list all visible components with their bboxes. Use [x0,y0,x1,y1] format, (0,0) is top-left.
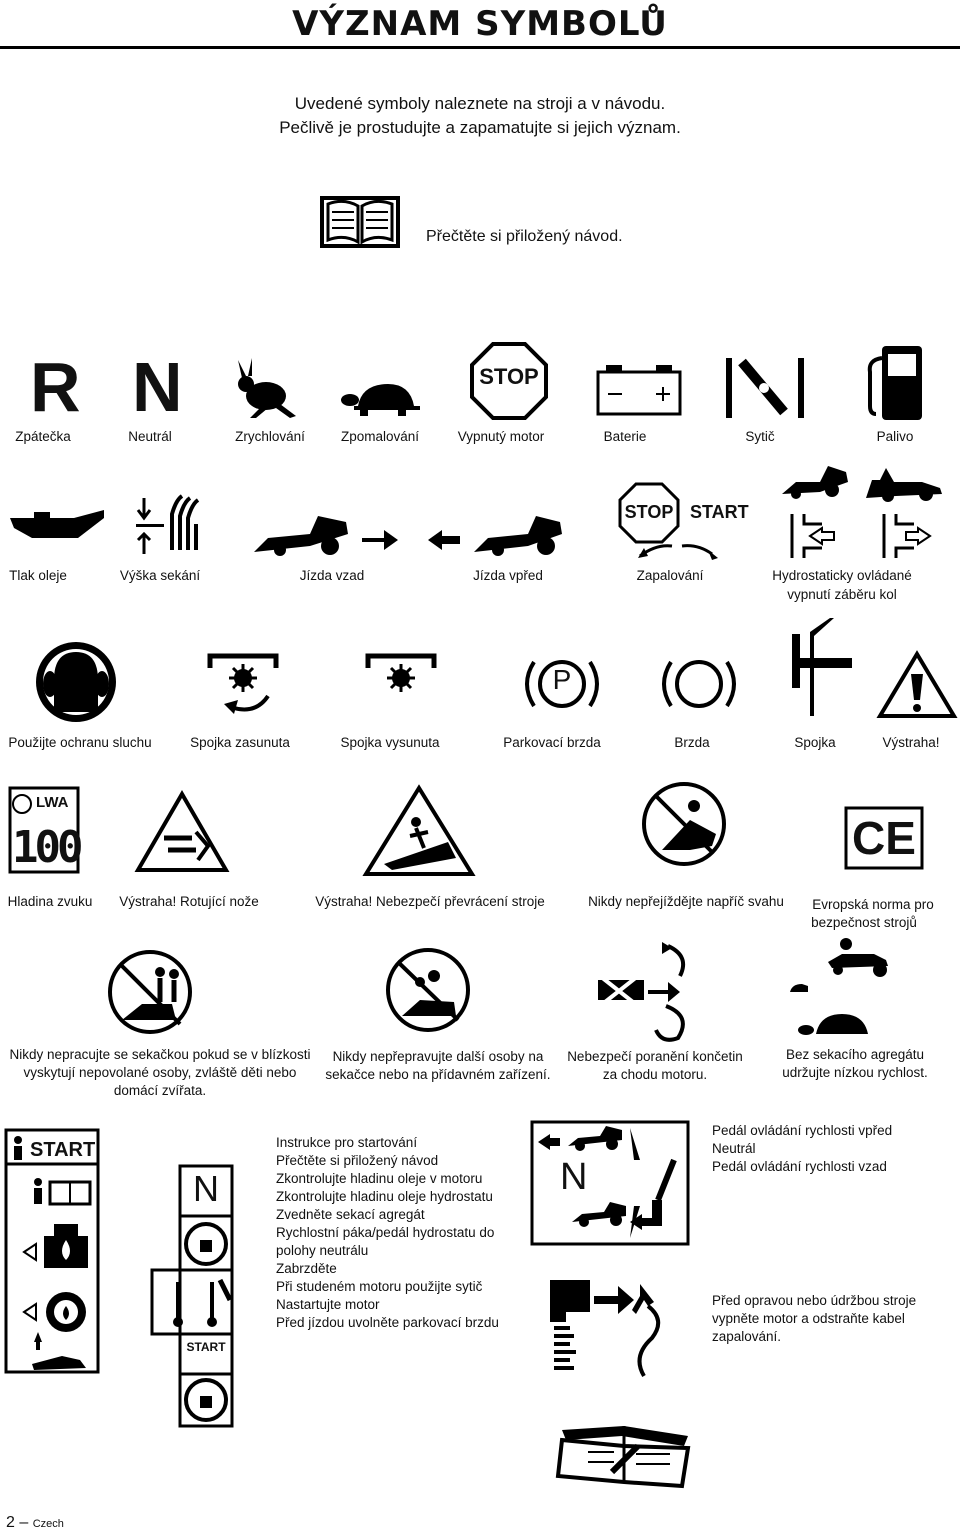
start-step-7: Zabrzděte [276,1261,337,1276]
label-hydrostatic-1: Hydrostaticky ovládané [772,568,912,583]
warning-triangle-icon [878,650,956,718]
rotating-blades-warning-icon [134,790,230,874]
label-drive-forward: Jízda vpřed [473,568,543,583]
service-line-2: vypněte motor a odstraňte kabel [712,1311,905,1326]
label-low-speed-1: Bez sekacího agregátu [785,1047,925,1062]
book-icon [320,194,400,250]
speed-pedal-panel [530,1120,690,1246]
label-drive-reverse: Jízda vzad [299,568,365,583]
pedal-reverse: Pedál ovládání rychlosti vzad [712,1159,887,1174]
label-clutch-engaged: Spojka zasunuta [190,735,290,750]
ear-protection-icon [34,640,118,724]
start-step-6: polohy neutrálu [276,1243,369,1258]
label-battery: Baterie [603,429,647,444]
ignition-stop-label: STOP [624,502,674,522]
label-oil-pressure: Tlak oleje [9,568,67,583]
choke-icon [722,356,806,418]
oil-can-icon [4,504,108,544]
intro-line-2: Pečlivě je prostudujte a zapamatujte si jejich význam. [279,118,681,137]
label-reverse: Zpátečka [15,429,71,444]
label-sound-level: Hladina zvuku [7,894,93,909]
pedal-text [712,1122,952,1176]
start-instructions-panel [4,1128,100,1374]
label-no-bystanders-3: domácí zvířata. [113,1083,207,1098]
limb-injury-icon [596,940,696,1044]
intro-line-1: Uvedené symboly naleznete na stroji a v návodu. [294,94,666,113]
clutch-engaged-icon [206,652,280,714]
no-cross-slope-icon [640,780,728,868]
label-engine-off: Vypnutý motor [457,429,545,444]
no-passengers-icon [380,946,476,1034]
label-neutral: Neutrál [128,429,172,444]
clutch-icon [790,616,854,716]
fuel-pump-icon [862,344,926,420]
ignition-arrows-icon [636,540,720,560]
low-speed-no-deck-icon [788,934,900,1044]
service-text [712,1292,952,1346]
sound-level-value: 100 [12,822,80,873]
start-step-1: Přečtěte si přiložený návod [276,1153,439,1168]
label-no-passengers-1: Nikdy nepřepravujte další osoby na [332,1049,544,1064]
label-brake: Brzda [674,735,710,750]
cutting-height-icon [134,494,202,554]
start-step-9: Nastartujte motor [276,1297,380,1312]
start-instructions-list [276,1134,536,1332]
read-manual-text: Přečtěte si přiložený návod. [426,228,623,245]
start-step-4: Zvedněte sekací agregát [276,1207,425,1222]
service-line-3: zapalování. [712,1329,782,1344]
neutral-icon: N [132,348,183,426]
footer-dash: – [14,1514,33,1531]
page-number: 2 [6,1514,15,1531]
label-no-bystanders-2: vyskytují nepovolané osoby, zvláště děti nebo [23,1065,297,1080]
title-rule [0,46,960,49]
label-rollover: Výstraha! Nebezpečí převrácení stroje [315,894,545,909]
ignition-start-label: START [690,502,749,522]
clutch-disengaged-icon [364,652,438,694]
label-limb-injury-2: za chodu motoru. [602,1067,708,1082]
label-rotating-blades: Výstraha! Rotující nože [119,894,259,909]
label-fuel: Palivo [876,429,914,444]
start-step-10: Před jízdou uvolněte parkovací brzdu [276,1315,499,1330]
start-panel-label: START [30,1139,96,1161]
label-ce-2: bezpečnost strojů [811,915,917,930]
rabbit-icon [232,358,300,420]
label-clutch-disengaged: Spojka vysunuta [340,735,440,750]
label-no-passengers-2: sekačce nebo na přídavném zařízení. [325,1067,551,1082]
page-title: VÝZNAM SYMBOLŮ [292,4,668,44]
service-line-1: Před opravou nebo údržbou stroje [712,1293,917,1308]
rollover-warning-icon [362,784,476,878]
label-warning: Výstraha! [882,735,940,750]
page-footer [6,1514,64,1532]
pedal-neutral: Neutrál [712,1141,756,1156]
drive-reverse-icon [250,506,400,556]
label-parking-brake: Parkovací brzda [503,735,601,750]
start-step-3: Zkontrolujte hladinu oleje hydrostatu [276,1189,493,1204]
hydrostatic-release-icon [776,458,956,568]
sound-level-lwa: LWA [36,794,69,811]
no-bystanders-icon [102,946,198,1038]
label-no-cross-slope: Nikdy nepřejíždějte napříč svahu [588,894,784,909]
ce-mark-text: CE [852,812,916,864]
start-step-2: Zkontrolujte hladinu oleje v motoru [276,1171,483,1186]
service-warning-icon [548,1276,694,1512]
label-limb-injury-1: Nebezpečí poranění končetin [567,1049,743,1064]
label-ce-1: Evropská norma pro [812,897,934,912]
start-step-5: Rychlostní páka/pedál hydrostatu do [276,1225,495,1240]
turtle-icon [340,380,420,420]
label-ear-protection: Použijte ochranu sluchu [8,735,152,750]
label-choke: Sytič [745,429,775,444]
pedal-forward: Pedál ovládání rychlosti vpřed [712,1123,893,1138]
label-clutch: Spojka [794,735,836,750]
start-sequence-start: START [186,1340,226,1354]
label-cutting-height: Výška sekání [119,568,201,583]
label-decelerate: Zpomalování [340,429,420,444]
footer-language: Czech [32,1518,64,1530]
start-step-8: Při studeném motoru použijte sytič [276,1279,483,1294]
drive-forward-icon [424,506,564,556]
start-step-0: Instrukce pro startování [276,1135,418,1150]
brake-icon [660,656,738,712]
label-accelerate: Zrychlování [235,429,305,444]
battery-icon [596,364,682,416]
parking-brake-letter: P [552,664,572,695]
speed-pedal-neutral: N [560,1156,588,1198]
stop-sign-label: STOP [479,364,539,389]
reverse-icon: R [30,348,81,426]
label-no-bystanders-1: Nikdy nepracujte se sekačkou pokud se v blízkosti [9,1047,311,1062]
label-ignition: Zapalování [636,568,704,583]
label-low-speed-2: udržujte nízkou rychlost. [782,1065,928,1080]
label-hydrostatic-2: vypnutí záběru kol [787,587,897,602]
start-sequence-neutral: N [193,1168,219,1209]
